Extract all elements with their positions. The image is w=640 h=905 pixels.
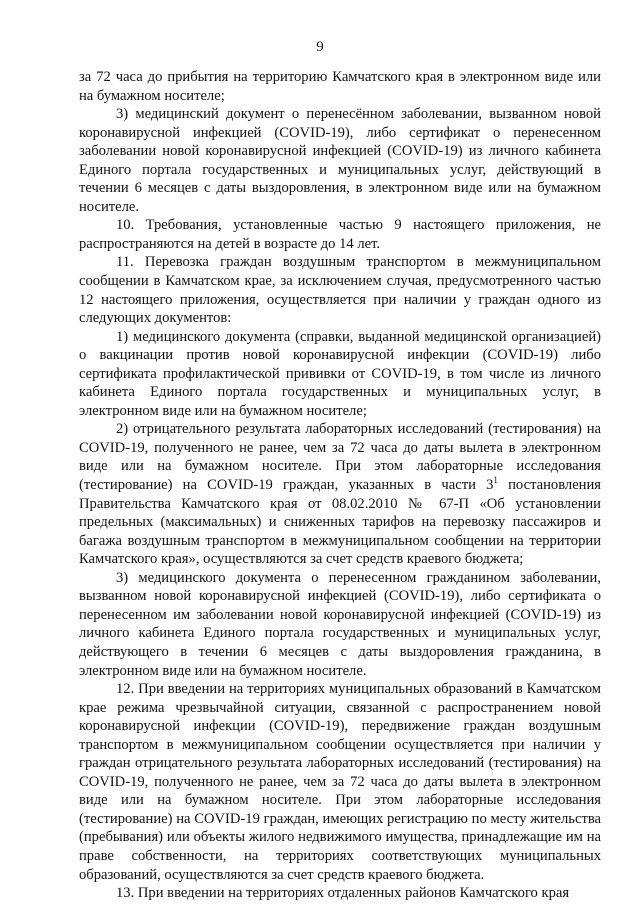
- paragraph-11-air-transport: 11. Перевозка граждан воздушным транспортом в межмуниципальном сообщении в Камчатском крае, за исключением случая, предусмотренного частью 12 настоящего приложения, осуществляется при наличии у граждан одного из следующих документов:: [79, 254, 601, 327]
- paragraph-13-remote-districts: 13. При введении на территориях отдаленных районов Камчатского края: [116, 885, 570, 902]
- paragraph-11-item-2-text-before: 2) отрицательного результата лабораторных исследований (тестирования) на COVID-19, полученного не ранее, чем за 72 часа до даты вылета в электронном виде или на бумажном носителе. При этом лабораторные исследования (тестирование) на COVID-19 граждан, указанных в части 3: [79, 421, 601, 494]
- paragraph-item-3-medical-document: 3) медицинский документ о перенесённом заболевании, вызванном новой коронавирусной инфекцией (COVID-19), либо сертификат о перенесенном заболевании новой коронавирусной инфекцией (COVID-19) из личного кабинета Единого портала государственных и муниципальных услуг, действующий в течении 6 месяцев с даты выздоровления, в электронном виде или на бумажном носителе.: [79, 106, 601, 215]
- page-number: 9: [316, 39, 324, 55]
- paragraph-11-item-2-test-result: [79, 420, 601, 568]
- paragraph-11-item-2-text-after: постановления Правительства Камчатского края от 08.02.2010 № 67-П «Об установлении предельных (максимальных) и сниженных тарифов на перевозку пассажиров и багажа воздушным транспортом в межмуниципальном сообщении на территории Камчатского края», осуществляются за счет средств краевого бюджета;: [79, 477, 601, 568]
- paragraph-11-item-3-recovery-document: 3) медицинского документа о перенесенном гражданином заболевании, вызванном новой коронавирусной инфекцией (COVID-19), либо сертификата о перенесенном им заболевании новой коронавирусной инфекцией (COVID-19) из личного кабинета Единого портала государственных и муниципальных услуг, действующего в течении 6 месяцев с даты выздоровления гражданина, в электронном виде или на бумажном носителе.: [79, 569, 601, 679]
- paragraph-12-emergency-regime: 12. При введении на территориях муниципальных образований в Камчатском крае режима чрезвычайной ситуации, связанной с распространением новой коронавирусной инфекции (COVID-19), передвижение граждан воздушным транспортом в межмуниципальном сообщении осуществляется при наличии у граждан отрицательного результата лабораторных исследований (тестирования) на COVID-19, полученного не ранее, чем за 72 часа до даты вылета в электронном виде или на бумажном носителе. При этом лабораторные исследования (тестирование) на COVID-19 граждан, имеющих регистрацию по месту жительства (пребывания) или объекты жилого недвижимого имущества, принадлежащие им на праве собственности, на территориях соответствующих муниципальных образований, осуществляются за счет средств краевого бюджета.: [79, 681, 601, 883]
- paragraph-10-requirements: 10. Требования, установленные частью 9 настоящего приложения, не распространяются на детей в возрасте до 14 лет.: [79, 217, 601, 252]
- paragraph-continuation: за 72 часа до прибытия на территорию Камчатского края в электронном виде или на бумажном носителе;: [79, 69, 601, 104]
- superscript-marker: 1: [493, 475, 498, 486]
- paragraph-11-item-1-vaccination: 1) медицинского документа (справки, выданной медицинской организацией) о вакцинации против новой коронавирусной инфекции (COVID-19) либо сертификата профилактической прививки от COVID-19, в том числе из личного кабинета Единого портала государственных и муниципальных услуг, в электронном виде или на бумажном носителе;: [79, 328, 601, 419]
- document-body: [79, 68, 601, 903]
